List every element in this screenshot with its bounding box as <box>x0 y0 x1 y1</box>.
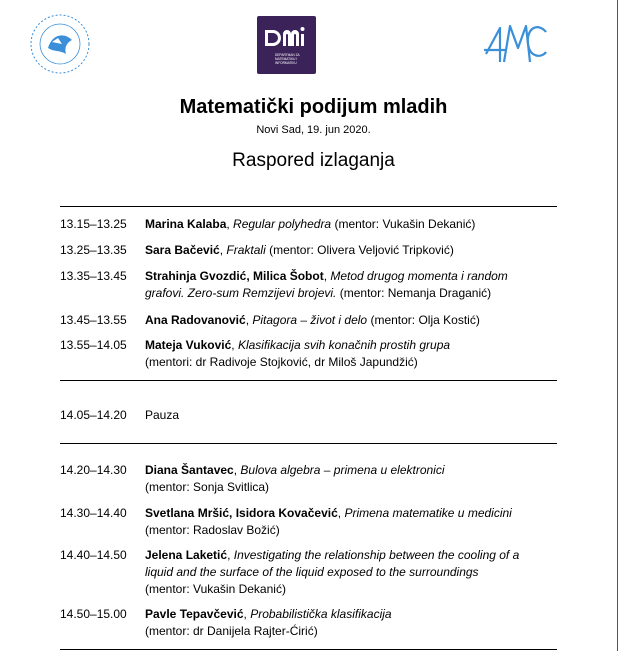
4mc-logo <box>482 14 550 74</box>
divider-bottom <box>60 649 557 650</box>
entry-text: Svetlana Mršić, Isidora Kovačević, Primena matematike u medicini (mentor: Radoslav Božić) <box>145 506 512 537</box>
dmi-logo-text-3: INFORMATIKU <box>275 61 297 65</box>
mentor-info: (mentor: Vukašin Dekanić) <box>145 582 286 596</box>
speaker-names: Pavle Tepavčević <box>145 607 244 621</box>
entry-text: Strahinja Gvozdić, Milica Šobot, Metod drugog momenta i random grafovi. Zero-sum Remzijevi brojevi. (mentor: Nemanja Draganić) <box>145 269 508 300</box>
time-slot: 13.25–13.35 <box>60 243 127 257</box>
entry-text: Pavle Tepavčević, Probabilistička klasifikacija (mentor: dr Danijela Rajter-Ćirić) <box>145 607 392 638</box>
talk-title: Bulova algebra – primena u elektronici <box>240 463 445 477</box>
mentor-info: (mentori: dr Radivoje Stojković, dr Miloš Japundžić) <box>145 355 418 369</box>
talk-title: Investigating the relationship between the cooling of a liquid and the surface of the liquid exposed to the surroundings <box>145 548 520 579</box>
talk-title: Metod drugog momenta i random grafovi. Zero-sum Remzijevi brojevi. <box>145 269 508 300</box>
mentor-info: (mentor: Olja Kostić) <box>370 313 480 327</box>
speaker-names: Diana Šantavec <box>145 463 234 477</box>
mentor-info: (mentor: Sonja Svitlica) <box>145 480 270 494</box>
entry-text: Jelena Laketić, Investigating the relationship between the cooling of a liquid and the surface of the liquid exposed to the surroundings (mentor: Vukašin Dekanić) <box>145 548 520 596</box>
dmi-logo <box>257 16 316 74</box>
entry-text: Ana Radovanović, Pitagora – život i delo (mentor: Olja Kostić) <box>145 313 480 327</box>
divider-break-bottom <box>60 443 557 444</box>
mentor-info: (mentor: dr Danijela Rajter-Ćirić) <box>145 624 318 638</box>
entry-text: Mateja Vuković, Klasifikacija svih konačnih prostih grupa (mentori: dr Radivoje Stojković, dr Miloš Japundžić) <box>145 338 451 369</box>
mentor-info: (mentor: Vukašin Dekanić) <box>334 217 476 231</box>
divider-top <box>60 206 557 207</box>
speaker-names: Svetlana Mršić, Isidora Kovačević <box>145 506 338 520</box>
speaker-names: Strahinja Gvozdić, Milica Šobot <box>145 269 324 283</box>
mentor-info: (mentor: Radoslav Božić) <box>145 523 280 537</box>
talk-title: Primena matematike u medicini <box>344 506 512 520</box>
dmi-logo-text-2: MATEMATIKU I <box>275 57 298 61</box>
time-slot: 14.30–14.40 <box>60 506 127 520</box>
speaker-names: Marina Kalaba <box>145 217 227 231</box>
time-slot: 14.05–14.20 <box>60 408 127 422</box>
mentor-info: (mentor: Nemanja Draganić) <box>339 286 492 300</box>
mentor-info: (mentor: Olivera Veljović Tripković) <box>269 243 454 257</box>
entry-text: Diana Šantavec, Bulova algebra – primena u elektronici (mentor: Sonja Svitlica) <box>145 463 445 494</box>
time-slot: 13.55–14.05 <box>60 338 127 352</box>
speaker-names: Mateja Vuković <box>145 338 232 352</box>
talk-title: Pitagora – život i delo <box>252 313 368 327</box>
dmi-logo-text-1: DEPARTMAN ZA <box>275 53 300 57</box>
document-title: Matematički podijum mladih <box>179 96 448 118</box>
break-label: Pauza <box>145 408 180 422</box>
talk-title: Fraktali <box>226 243 266 257</box>
society-seal-logo <box>28 12 92 76</box>
schedule-heading: Raspored izlaganja <box>232 150 395 171</box>
event-date: Novi Sad, 19. jun 2020. <box>256 124 371 136</box>
time-slot: 13.35–13.45 <box>60 269 127 283</box>
talk-title: Regular polyhedra <box>233 217 332 231</box>
time-slot: 14.20–14.30 <box>60 463 127 477</box>
entry-text: Sara Bačević, Fraktali (mentor: Olivera Veljović Tripković) <box>145 243 454 257</box>
speaker-names: Jelena Laketić <box>145 548 228 562</box>
time-slot: 14.50–15.00 <box>60 607 127 621</box>
speaker-names: Sara Bačević <box>145 243 220 257</box>
time-slot: 14.40–14.50 <box>60 548 127 562</box>
talk-title: Probabilistička klasifikacija <box>250 607 392 621</box>
talk-title: Klasifikacija svih konačnih prostih grupa <box>237 338 451 352</box>
entry-text: Marina Kalaba, Regular polyhedra (mentor: Vukašin Dekanić) <box>145 217 476 231</box>
time-slot: 13.45–13.55 <box>60 313 127 327</box>
speaker-names: Ana Radovanović <box>145 313 246 327</box>
divider-break-top <box>60 380 557 381</box>
time-slot: 13.15–13.25 <box>60 217 127 231</box>
